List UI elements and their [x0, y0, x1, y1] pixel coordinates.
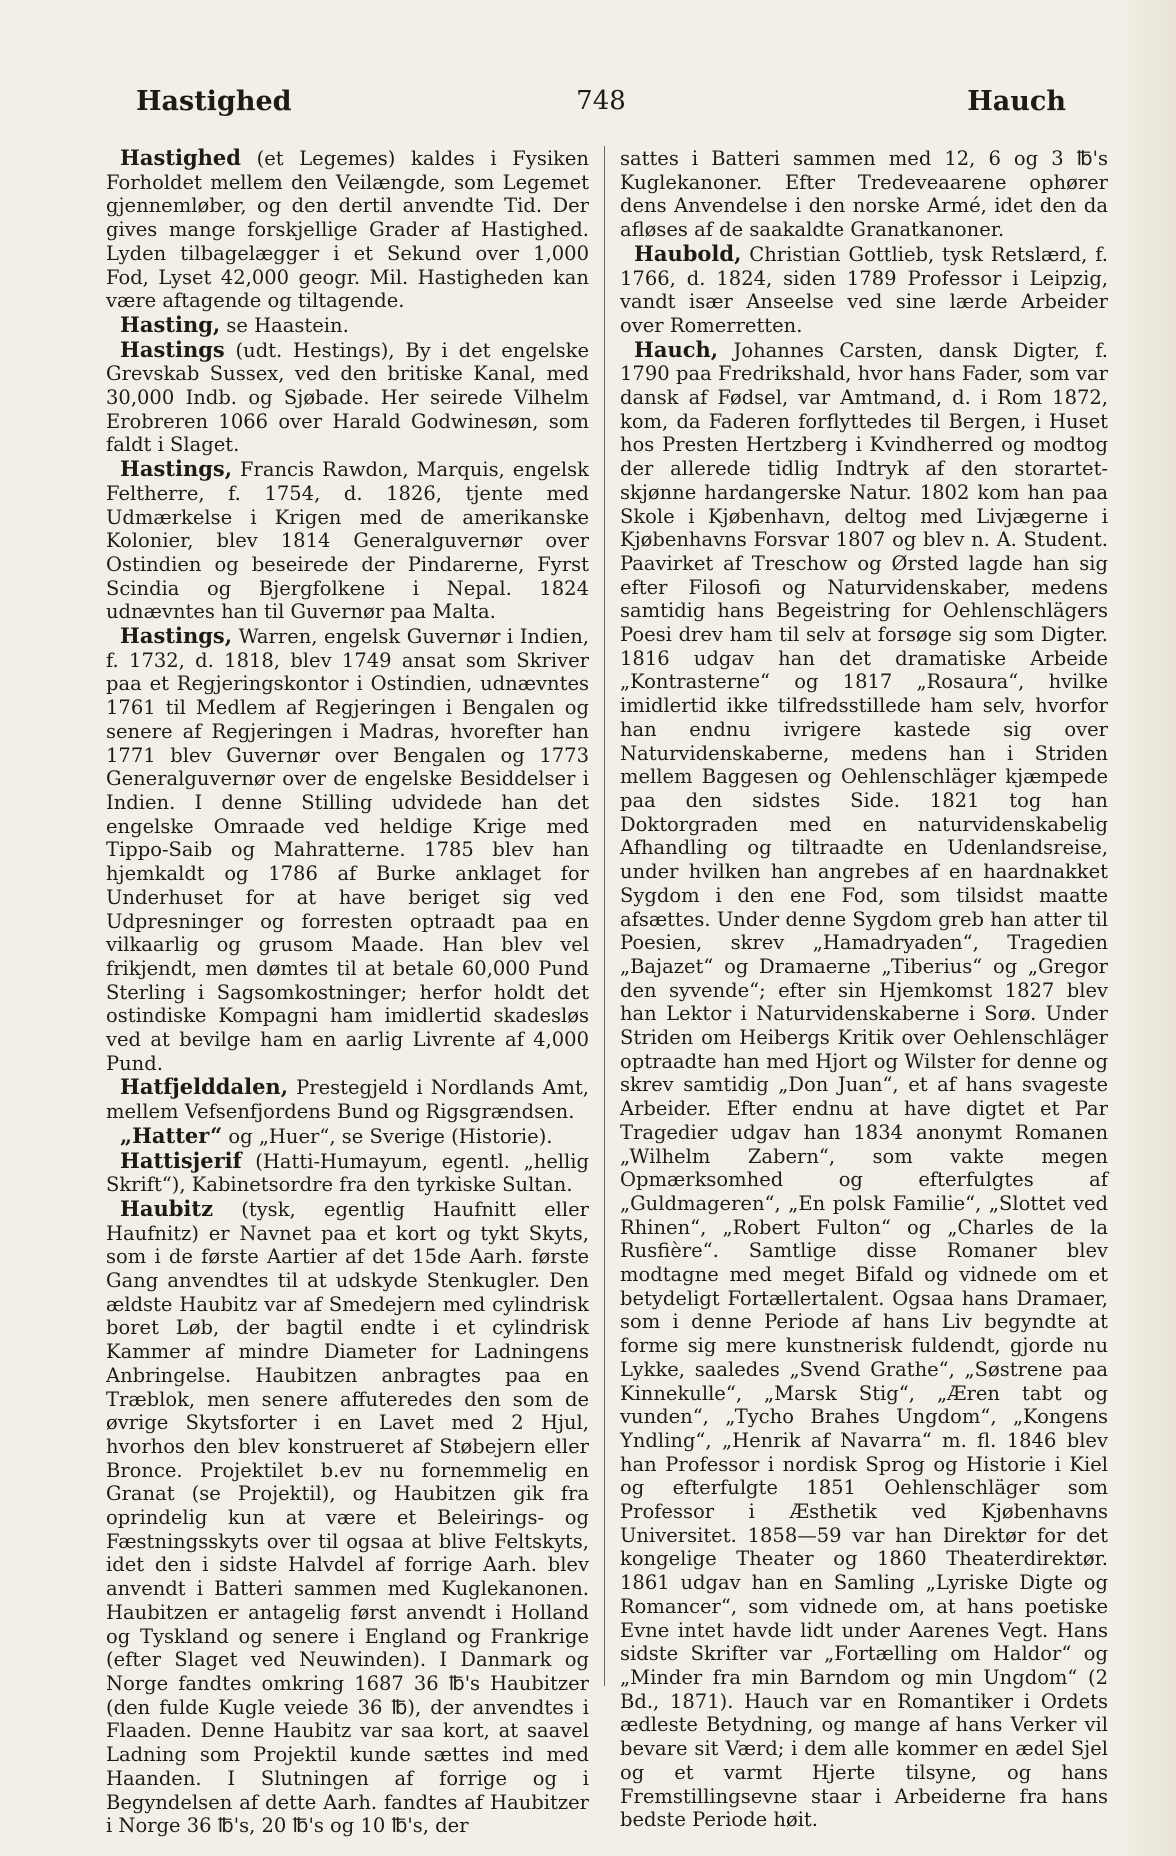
headword: Hattisjerif: [120, 1147, 242, 1173]
entry-hattisjerif: [106, 1149, 589, 1197]
entry-text: (Hatti-Humayum, egentl. „hellig Skrift“), Kabinetsordre fra den tyrkiske Sultan.: [106, 1149, 589, 1197]
header-left-word: Hastighed: [136, 86, 292, 117]
entry-text: Prestegjeld i Nordlands Amt, mellem Vefsenfjordens Bund og Rigsgrændsen.: [106, 1076, 589, 1124]
column-divider: [604, 146, 605, 1686]
headword: Hastighed: [120, 145, 241, 170]
entry-text: Christian Gottlieb, tysk Retslærd, f. 1766, d. 1824, siden 1789 Professor i Leipzig, vandt især Anseelse ved sine lærde Arbeider over Romerretten.: [620, 242, 1108, 337]
headword: Haubold,: [634, 240, 742, 266]
entry-text: Francis Rawdon, Marquis, engelsk Feltherre, f. 1754, d. 1826, tjente med Udmærkelse i Krigen med de amerikanske Kolonier, blev 1814 Generalguvernør over Ostindien og beseirede der Pindarerne, Fyrst Scindia og Bjergfolkene i Nepal. 1824 udnævntes han til Guvernør paa Malta.: [106, 458, 589, 624]
entry-hauch: [620, 338, 1108, 1832]
entry-hastings-francis: [106, 457, 589, 624]
entry-text: (udt. Hestings), By i det engelske Grevskab Sussex, ved den britiske Kanal, med 30,000 Indb. og Sjøbade. Her seirede Vilhelm Erobreren 1066 over Harald Godwinesøn, som faldt i Slaget.: [106, 338, 589, 457]
headword: Haubitz: [120, 1195, 214, 1221]
page-number: 748: [576, 86, 626, 116]
entry-hastings-warren: [106, 624, 589, 1075]
headword: Hatfjelddalen,: [120, 1074, 289, 1100]
entry-hastighed: [106, 146, 589, 313]
headword: Hauch,: [634, 336, 719, 362]
entry-hasting: [106, 313, 589, 338]
header-right-word: Hauch: [967, 86, 1066, 117]
entry-haubold: [620, 242, 1108, 338]
right-column: [620, 146, 1108, 1832]
headword: „Hatter“: [120, 1122, 223, 1148]
page-edge-shade: [1116, 0, 1176, 1856]
entry-text: Warren, engelsk Guvernør i Indien, f. 1732, d. 1818, blev 1749 ansat som Skriver paa et Regjeringskontor i Ostindien, udnævntes 1761 til Medlem af Regjeringen i Bengalen og senere af Regjeringen i Madras, hvorefter han 1771 blev Guvernør over Bengalen og 1773 Generalguvernør over de engelske Besiddelser i Indien. I denne Stilling udvidede han det engelske Omraade ved heldige Krige med Tippo-Saib og Mahratterne. 1785 blev han hjemkaldt og 1786 af Burke anklaget for Underhuset for at have beriget sig ved Udpresninger og forresten optraadt paa en vilkaarlig og grusom Maade. Han blev vel frikjendt, men dømtes til at betale 60,000 Pund Sterling i Sagsomkostninger; herfor holdt det ostindiske Kompagni ham imidlertid skadesløs ved at bevilge ham en aarlig Livrente af 4,000 Pund.: [106, 625, 589, 1075]
left-column: [106, 146, 589, 1838]
entry-text: (et Legemes) kaldes i Fysiken Forholdet mellem den Veilængde, som Legemet gjennemløber, og den dertil anvendte Tid. Der gives mange forskjellige Grader af Hastighed. Lyden tilbagelægger i et Sekund over 1,000 Fod, Lyset 42,000 geogr. Mil. Hastigheden kan være aftagende og tiltagende.: [106, 147, 589, 313]
entry-text: (tysk, egentlig Haufnitt eller Haufnitz) er Navnet paa et kort og tykt Skyts, som i de første Aartier af det 15de Aarh. første Gang anvendtes til at udskyde Stenkugler. Den ældste Haubitz var af Smedejern med cylindrisk boret Løb, der bagtil endte i et cylindrisk Kammer af mindre Diameter for Ladningens Anbringelse. Haubitzen anbragtes paa en Træblok, men senere affuteredes den som de øvrige Skytsforter i en Lavet med 2 Hjul, hvorhos den blev konstrueret af Støbejern eller Bronce. Projektilet b.ev nu fornemmelig en Granat (se Projektil), og Haubitzen gik fra oprindelig kun at være et Beleirings- og Fæstningsskyts over til ogsaa at blive Feltskyts, idet den i sidste Halvdel af forrige Aarh. blev anvendt i Batteri sammen med Kuglekanonen. Haubitzen er antagelig først anvendt i Holland og Tyskland og senere i England og Frankrige (efter Slaget ved Neuwinden). I Danmark og Norge fandtes omkring 1687 36 ℔'s Haubitzer (den fulde Kugle veiede 36 ℔), der anvendtes i Flaaden. Denne Haubitz var saa kort, at saavel Ladning som Projektil kunde sættes ind med Haanden. I Slutningen af forrige og i Begyndelsen af dette Aarh. fandtes af Haubitzer i Norge 36 ℔'s, 20 ℔'s og 10 ℔'s, der: [106, 1197, 589, 1838]
entry-text: se Haastein.: [220, 313, 349, 337]
headword: Hastings: [120, 336, 225, 362]
entry-text: sattes i Batteri sammen med 12, 6 og 3 ℔'s Kuglekanoner. Efter Tredeveaarene ophører dens Anvendelse i den norske Armé, idet den da afløses af de saakaldte Granatkanoner.: [620, 147, 1108, 242]
entry-hatfjelddalen: [106, 1075, 589, 1123]
running-head: [136, 86, 1066, 126]
entry-hastings-town: [106, 338, 589, 458]
entry-hatter: [106, 1124, 589, 1149]
entry-haubitz: [106, 1197, 589, 1838]
headword: Hastings,: [120, 623, 233, 649]
entry-text: Johannes Carsten, dansk Digter, f. 1790 paa Fredrikshald, hvor hans Fader, som var dansk af Fødsel, var Amtmand, d. i Rom 1872, kom, da Faderen forflyttedes til Bergen, i Huset hos Presten Hertzberg i Kvindherred og modtog der allerede tidlig Indtryk af den storartet-skjønne hardangerske Natur. 1802 kom han paa Skole i Kjøbenhavn, deltog med Livjægerne i Kjøbenhavns Forsvar 1807 og blev n. A. Student. Paavirket af Treschow og Ørsted lagde han sig efter Filosofi og Naturvidenskaber, medens samtidig hans Begeistring for Oehlenschlägers Poesi drev ham til selv at forsøge sig som Digter. 1816 udgav han det dramatiske Arbeide „Kontrasterne“ og 1817 „Rosaura“, hvilke imidlertid ikke tilfredsstillede ham selv, hvorfor han endnu ivrigere kastede sig over Naturvidenskaberne, medens han i Striden mellem Baggesen og Oehlenschläger kjæmpede paa den sidstes Side. 1821 tog han Doktorgraden med en naturvidenskabelig Afhandling og tiltraadte en Udenlandsreise, under hvilken han angrebes af en haardnakket Sygdom i den ene Fod, som tilsidst maatte afsættes. Under denne Sygdom greb han atter til Poesien, skrev „Hamadryaden“, Tragedien „Bajazet“ og Dramaerne „Tiberius“ og „Gregor den syvende“; efter sin Hjemkomst 1827 blev han Lektor i Naturvidenskaberne i Sorø. Under Striden om Heibergs Kritik over Oehlenschläger optraadte han med Hjort og Wilster for denne og skrev samtidig „Don Juan“, et af hans svageste Arbeider. Efter endnu at have digtet et Par Tragedier udgav han 1834 anonymt Romanen „Wilhelm Zabern“, som vakte megen Opmærksomhed og efterfulgtes af „Guldmageren“, „En polsk Familie“, „Slottet ved Rhinen“, „Robert Fulton“ og „Charles de la Rusfière“. Samtlige disse Romaner blev modtagne med meget Bifald og vidnede om et betydeligt Fortællertalent. Ogsaa hans Dramaer, som i denne Periode af hans Liv begyndte at forme sig mere kunstnerisk fuldendt, gjorde nu Lykke, saaledes „Svend Grathe“, „Søstrene paa Kinnekulle“, „Marsk Stig“, „Æren tabt og vunden“, „Tycho Brahes Ungdom“, „Kongens Yndling“, „Henrik af Navarra“ m. fl. 1846 blev han Professor i nordisk Sprog og Historie i Kiel og efterfulgte 1851 Oehlenschläger som Professor i Æsthetik ved Kjøbenhavns Universitet. 1858—59 var han Direktør for det kongelige Theater og 1860 Theaterdirektør. 1861 udgav han en Samling „Lyriske Digte og Romancer“, som vidnede om, at hans poetiske Evne intet havde lidt under Aarenes Vegt. Hans sidste Skrifter var „Fortælling om Haldor“ og „Minder fra min Barndom og min Ungdom“ (2 Bd., 1871). Hauch var en Romantiker i Ordets ædleste Betydning, og mange af hans Verker vil bevare sit Værd; i dem alle kommer en ædel Sjel og et varmt Hjerte tilsyne, og hans Fremstillingsevne staar i Arbeiderne fra hans bedste Periode høit.: [620, 338, 1108, 1832]
entry-text: og „Huer“, se Sverige (Historie).: [222, 1124, 553, 1148]
headword: Hasting,: [120, 311, 221, 337]
entry-haubitz-continued: [620, 146, 1108, 242]
headword: Hastings,: [120, 456, 233, 482]
